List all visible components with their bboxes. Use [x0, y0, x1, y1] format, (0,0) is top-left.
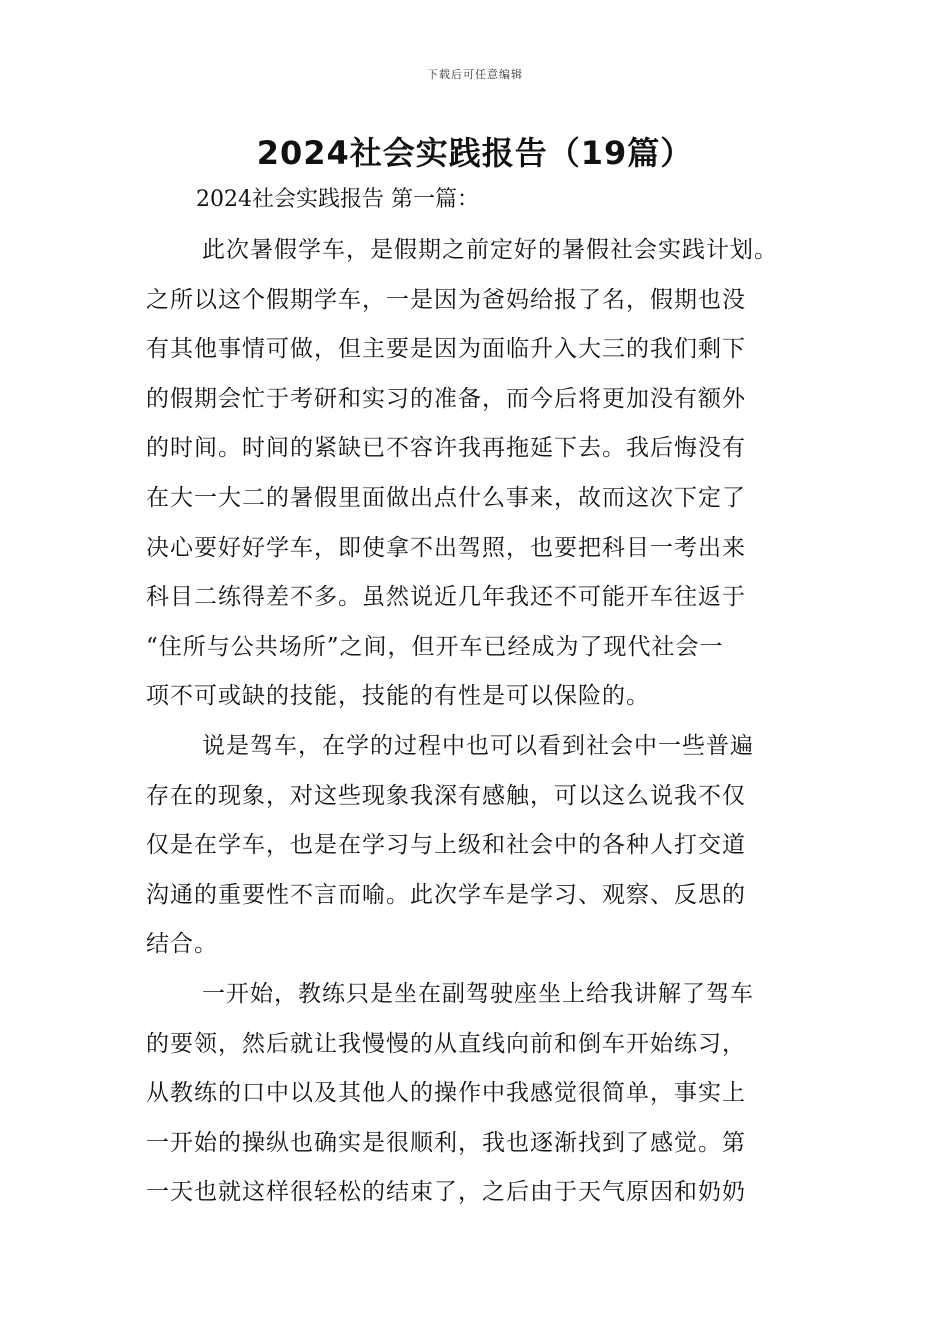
paragraph [146, 226, 846, 722]
text-line: 有其他事情可做，但主要是因为面临升入大三的我们剩下 [146, 336, 746, 363]
text-line: 一天也就这样很轻松的结束了，之后由于天气原因和奶奶 [146, 1179, 746, 1206]
text-line: 仅是在学车，也是在学习与上级和社会中的各种人打交道 [146, 832, 746, 859]
text-line: 的假期会忙于考研和实习的准备，而今后将更加没有额外 [146, 385, 746, 412]
document-title: 2024社会实践报告（19篇） [256, 134, 694, 172]
text-line: 的时间。时间的紧缺已不容许我再拖延下去。我后悔没有 [146, 435, 746, 462]
text-line: 在大一大二的暑假里面做出点什么事来，故而这次下定了 [146, 484, 746, 511]
text-line: 一开始，教练只是坐在副驾驶座坐上给我讲解了驾车 [202, 980, 754, 1007]
text-line: 决心要好好学车，即使拿不出驾照，也要把科目一考出来 [146, 534, 746, 561]
text-line: 项不可或缺的技能，技能的有性是可以保险的。 [146, 683, 650, 710]
text-line: 之所以这个假期学车，一是因为爸妈给报了名，假期也没 [146, 286, 746, 313]
text-line: 的要领，然后就让我慢慢的从直线向前和倒车开始练习， [146, 1030, 746, 1057]
text-line: “住所与公共场所”之间，但开车已经成为了现代社会一 [146, 633, 724, 660]
text-line: 沟通的重要性不言而喻。此次学车是学习、观察、反思的 [146, 881, 746, 908]
text-line: 结合。 [146, 931, 218, 958]
text-line: 说是驾车，在学的过程中也可以看到社会中一些普遍 [202, 732, 754, 759]
section-subtitle: 2024社会实践报告 第一篇： [196, 187, 479, 212]
text-line: 从教练的口中以及其他人的操作中我感觉很简单，事实上 [146, 1080, 746, 1107]
text-line: 存在的现象，对这些现象我深有感触，可以这么说我不仅 [146, 782, 746, 809]
text-line: 一开始的操纵也确实是很顺利，我也逐渐找到了感觉。第 [146, 1129, 746, 1156]
paragraph [146, 970, 846, 1218]
text-line: 科目二练得差不多。虽然说近几年我还不可能开车往返于 [146, 584, 746, 611]
document-body [146, 226, 846, 1218]
paragraph [146, 722, 846, 970]
text-line: 此次暑假学车，是假期之前定好的暑假社会实践计划。 [202, 237, 778, 263]
header-note: 下载后可任意编辑 [427, 68, 523, 81]
